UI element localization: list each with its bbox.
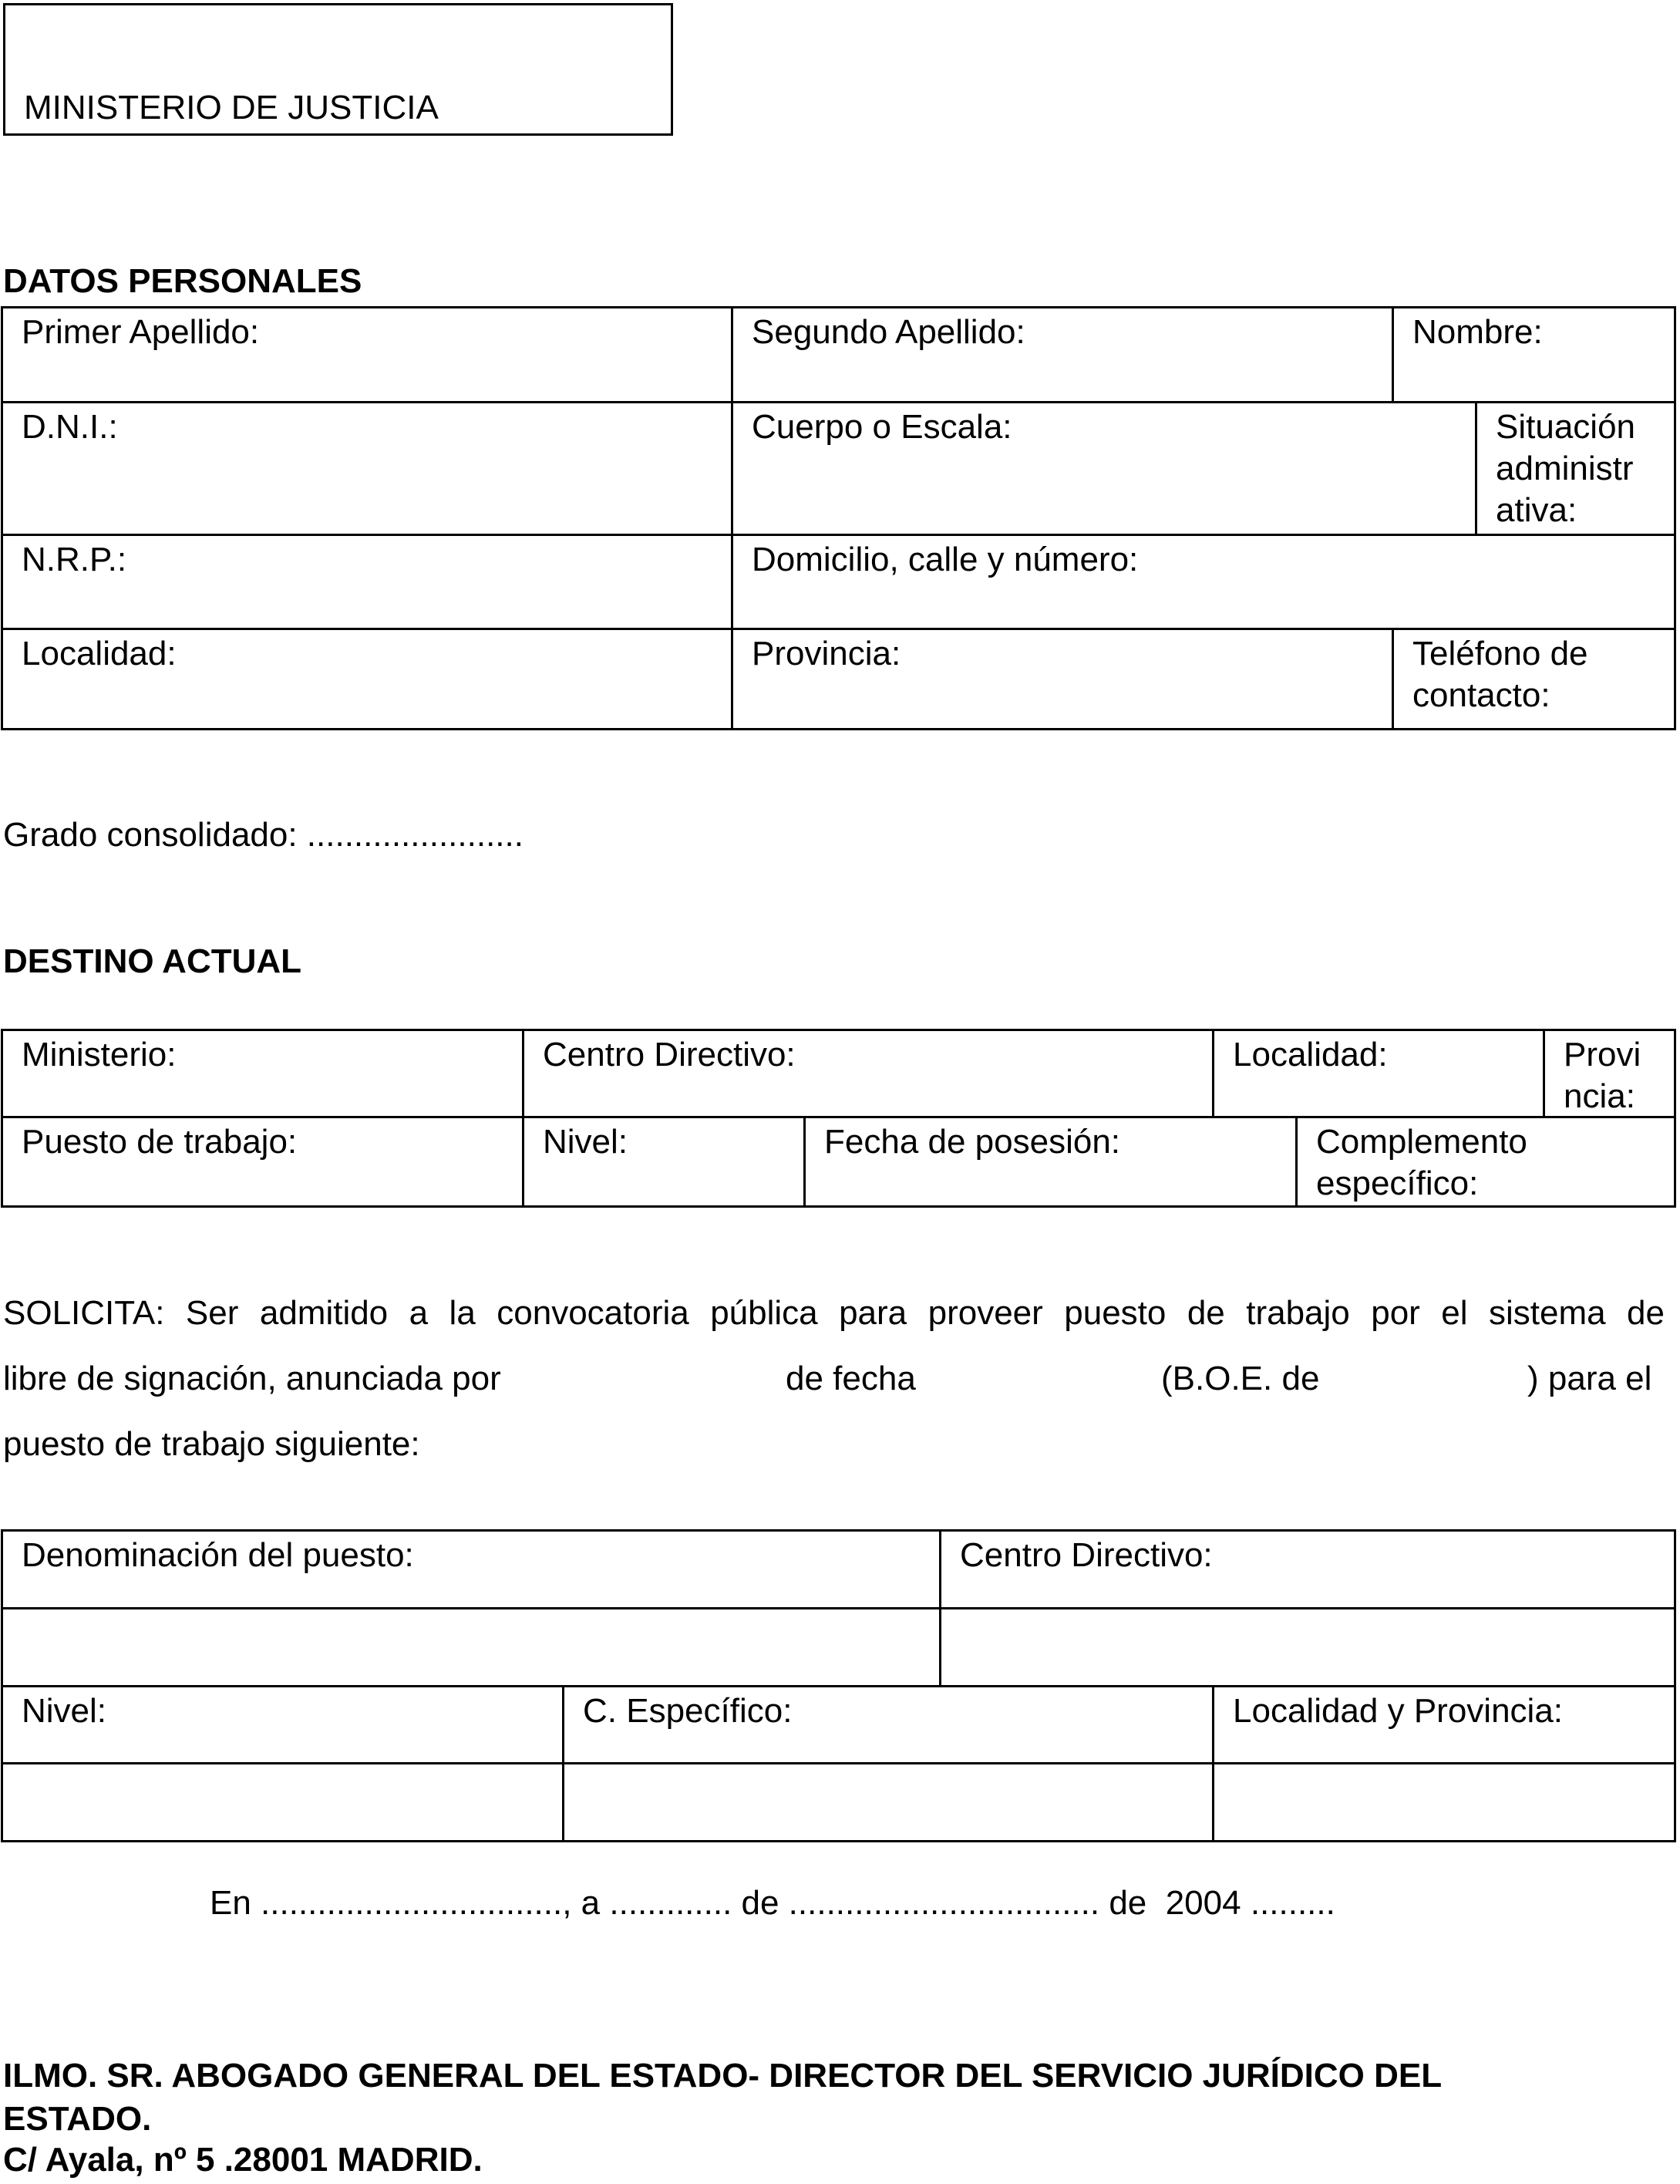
field-provincia-destino[interactable]: Provi ncia: xyxy=(1543,1029,1676,1118)
place-date-line: En ................................, a ............. de ................................. de 2004 ......... xyxy=(210,1884,1335,1922)
field-segundo-apellido[interactable]: Segundo Apellido: xyxy=(731,306,1394,403)
field-domicilio[interactable]: Domicilio, calle y número: xyxy=(731,534,1676,630)
solicita-line-1: SOLICITA: Ser admitido a la convocatoria pública para proveer puesto de trabajo por el sistema de xyxy=(3,1294,1665,1332)
solicita-line-2a: libre de signación, anunciada por xyxy=(3,1360,501,1397)
solicita-line-3: puesto de trabajo siguiente: xyxy=(3,1425,420,1463)
addressee-line-1: ILMO. SR. ABOGADO GENERAL DEL ESTADO- DIRECTOR DEL SERVICIO JURÍDICO DEL xyxy=(3,2057,1443,2095)
field-localidad-destino[interactable]: Localidad: xyxy=(1212,1029,1545,1118)
grado-consolidado: Grado consolidado: ....................... xyxy=(3,816,524,854)
field-nivel[interactable]: Nivel: xyxy=(522,1116,806,1208)
solicita-line-2b: de fecha xyxy=(786,1360,916,1397)
field-nombre[interactable]: Nombre: xyxy=(1392,306,1676,403)
solicita-line-2c: (B.O.E. de xyxy=(1161,1360,1320,1397)
value-centro-directivo-puesto[interactable] xyxy=(939,1607,1676,1687)
field-centro-directivo-puesto[interactable]: Centro Directivo: xyxy=(939,1529,1676,1609)
field-provincia[interactable]: Provincia: xyxy=(731,628,1394,730)
section-title-destino-actual: DESTINO ACTUAL xyxy=(3,942,302,980)
value-nivel-puesto[interactable] xyxy=(1,1762,564,1842)
field-c-especifico[interactable]: C. Específico: xyxy=(562,1685,1214,1764)
addressee-address: C/ Ayala, nº 5 .28001 MADRID. xyxy=(3,2141,483,2179)
field-situacion-administrativa[interactable]: Situación administr ativa: xyxy=(1475,401,1676,536)
field-puesto-trabajo[interactable]: Puesto de trabajo: xyxy=(1,1116,524,1208)
field-centro-directivo[interactable]: Centro Directivo: xyxy=(522,1029,1214,1118)
field-telefono[interactable]: Teléfono de contacto: xyxy=(1392,628,1676,730)
field-nrp[interactable]: N.R.P.: xyxy=(1,534,733,630)
field-dni[interactable]: D.N.I.: xyxy=(1,401,733,536)
field-primer-apellido[interactable]: Primer Apellido: xyxy=(1,306,733,403)
ministry-name: MINISTERIO DE JUSTICIA xyxy=(24,89,439,126)
field-localidad[interactable]: Localidad: xyxy=(1,628,733,730)
value-c-especifico[interactable] xyxy=(562,1762,1214,1842)
field-cuerpo-escala[interactable]: Cuerpo o Escala: xyxy=(731,401,1477,536)
value-denominacion-puesto[interactable] xyxy=(1,1607,941,1687)
value-localidad-provincia[interactable] xyxy=(1212,1762,1676,1842)
field-localidad-provincia[interactable]: Localidad y Provincia: xyxy=(1212,1685,1676,1764)
addressee-line-2: ESTADO. xyxy=(3,2100,152,2138)
field-nivel-puesto[interactable]: Nivel: xyxy=(1,1685,564,1764)
field-fecha-posesion[interactable]: Fecha de posesión: xyxy=(803,1116,1298,1208)
section-title-datos-personales: DATOS PERSONALES xyxy=(3,262,362,300)
ministry-header-box xyxy=(3,3,673,136)
solicita-line-2d: ) para el xyxy=(1527,1360,1652,1397)
field-complemento-especifico[interactable]: Complemento específico: xyxy=(1295,1116,1676,1208)
field-denominacion-puesto[interactable]: Denominación del puesto: xyxy=(1,1529,941,1609)
field-ministerio[interactable]: Ministerio: xyxy=(1,1029,524,1118)
